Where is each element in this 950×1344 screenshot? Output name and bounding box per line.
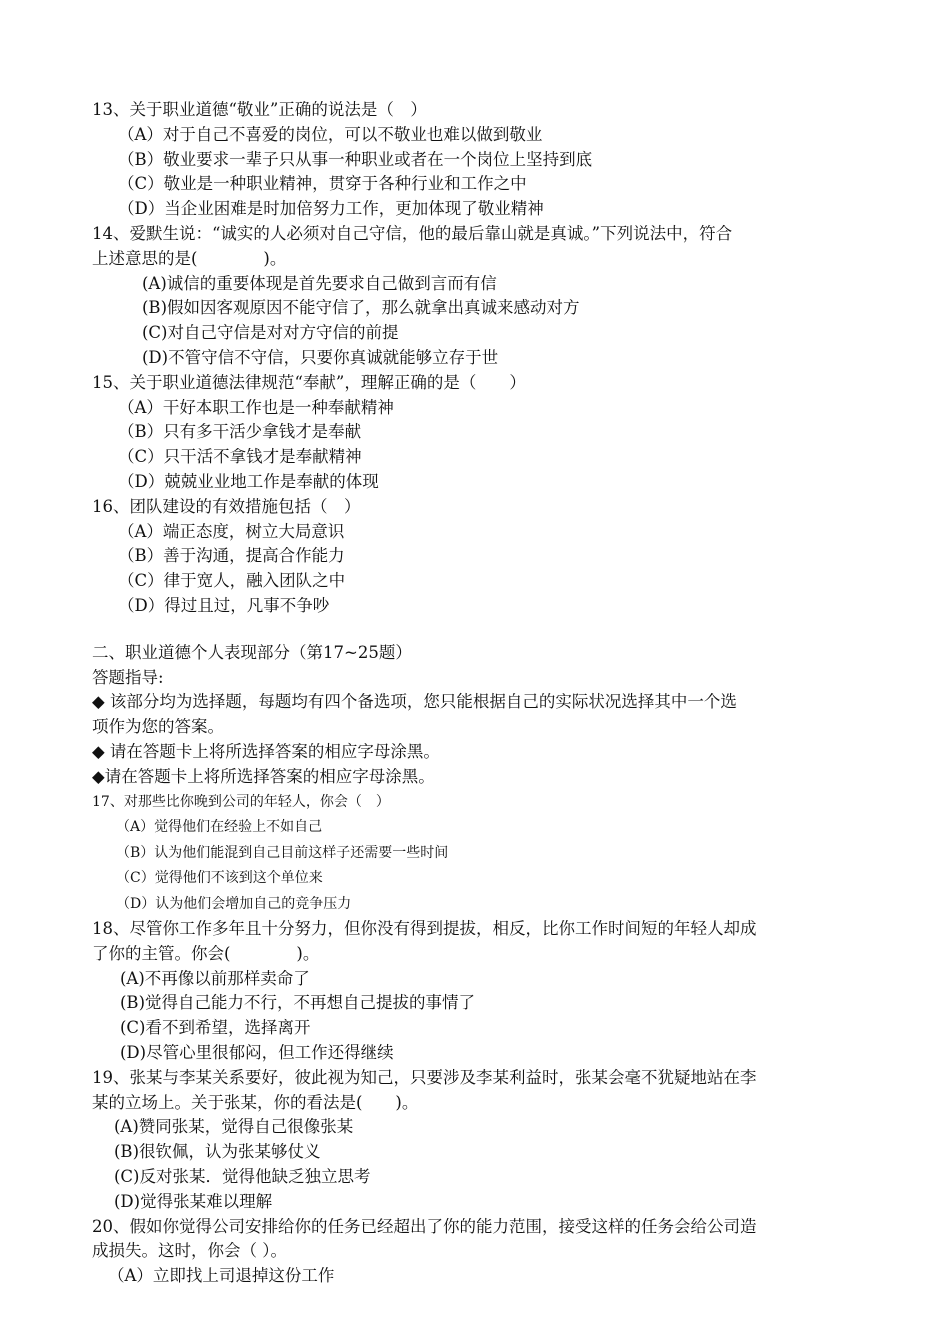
q14-option-a: (A)诚信的重要体现是首先要求自己做到言而有信 bbox=[142, 273, 497, 293]
q13-option-d: （D）当企业困难是时加倍努力工作，更加体现了敬业精神 bbox=[118, 199, 544, 219]
q13-option-b: （B）敬业要求一辈子只从事一种职业或者在一个岗位上坚持到底 bbox=[118, 149, 593, 169]
q15-stem: 15、关于职业道德法律规范“奉献”，理解正确的是（ ） bbox=[92, 372, 526, 392]
q15-option-a: （A）干好本职工作也是一种奉献精神 bbox=[118, 397, 394, 417]
q17-option-b: （B）认为他们能混到自己目前这样子还需要一些时间 bbox=[116, 844, 449, 861]
q18-option-a: (A)不再像以前那样卖命了 bbox=[120, 968, 310, 988]
q15-option-d: （D）兢兢业业地工作是奉献的体现 bbox=[118, 471, 379, 491]
exam-page bbox=[92, 98, 872, 1289]
q18-option-d: (D)尽管心里很郁闷，但工作还得继续 bbox=[120, 1043, 394, 1062]
q14-option-b: (B)假如因客观原因不能守信了，那么就拿出真诚来感动对方 bbox=[142, 298, 580, 318]
q20-stem-line1: 20、假如你觉得公司安排给你的任务已经超出了你的能力范围，接受这样的任务会给公司造 bbox=[92, 1216, 757, 1236]
q19-option-b: (B)很钦佩，认为张某够仗义 bbox=[114, 1142, 321, 1162]
section2-bullet1-line2: 项作为您的答案。 bbox=[92, 717, 224, 737]
q20-option-a: （A）立即找上司退掉这份工作 bbox=[108, 1266, 335, 1286]
q14-stem-line1: 14、爱默生说：“诚实的人必须对自己守信，他的最后靠山就是真诚。”下列说法中，符合 bbox=[92, 223, 733, 243]
q14-stem-line2: 上述意思的是( )。 bbox=[92, 248, 287, 268]
q16-option-c: （C）律于宽人，融入团队之中 bbox=[118, 571, 346, 591]
section2-bullet3: ◆请在答题卡上将所选择答案的相应字母涂黑。 bbox=[92, 766, 435, 786]
q14-option-d: (D)不管守信不守信，只要你真诚就能够立存于世 bbox=[142, 347, 499, 367]
q16-option-a: （A）端正态度，树立大局意识 bbox=[118, 521, 345, 541]
q20-stem-line2: 成损失。这时，你会（ ）。 bbox=[92, 1241, 287, 1261]
q19-option-a: (A)赞同张某，觉得自己很像张某 bbox=[114, 1117, 354, 1137]
q19-option-d: (D)觉得张某难以理解 bbox=[114, 1191, 273, 1211]
q19-stem-line1: 19、张某与李某关系要好，彼此视为知己，只要涉及李某利益时，张某会毫不犹疑地站在李 bbox=[92, 1067, 757, 1087]
q16-stem: 16、团队建设的有效措施包括（ ） bbox=[92, 496, 361, 516]
q13-stem: 13、关于职业道德“敬业”正确的说法是（ ） bbox=[92, 100, 427, 119]
section2-bullet2: ◆ 请在答题卡上将所选择答案的相应字母涂黑。 bbox=[92, 741, 440, 761]
q18-stem-line2: 了你的主管。你会( )。 bbox=[92, 943, 320, 963]
q17-stem: 17、对那些比你晚到公司的年轻人，你会（ ） bbox=[92, 793, 390, 810]
q18-option-b: (B)觉得自己能力不行，不再想自己提拔的事情了 bbox=[120, 993, 475, 1013]
q19-option-c: (C)反对张某．觉得他缺乏独立思考 bbox=[114, 1166, 371, 1186]
q17-option-a: （A）觉得他们在经验上不如自己 bbox=[116, 819, 323, 836]
section2-bullet1-line1: ◆ 该部分均为选择题，每题均有四个备选项，您只能根据自己的实际状况选择其中一个选 bbox=[92, 692, 737, 712]
q17-option-c: （C）觉得他们不该到这个单位来 bbox=[116, 870, 323, 887]
q15-option-b: （B）只有多干活少拿钱才是奉献 bbox=[118, 422, 362, 442]
q16-option-d: （D）得过且过，凡事不争吵 bbox=[118, 595, 330, 615]
q17-option-d: （D）认为他们会增加自己的竞争压力 bbox=[116, 895, 352, 912]
q14-option-c: (C)对自己守信是对对方守信的前提 bbox=[142, 323, 399, 343]
q19-stem-line2: 某的立场上。关于张某，你的看法是( )。 bbox=[92, 1092, 419, 1112]
q18-option-c: (C)看不到希望，选择离开 bbox=[120, 1018, 311, 1038]
q18-stem-line1: 18、尽管你工作多年且十分努力，但你没有得到提拔，相反，比你工作时间短的年轻人却成 bbox=[92, 919, 757, 939]
q13-option-c: （C）敬业是一种职业精神，贯穿于各种行业和工作之中 bbox=[118, 174, 527, 194]
section2-title: 二、职业道德个人表现部分（第17~25题） bbox=[92, 642, 412, 662]
q13-option-a: （A）对于自己不喜爱的岗位，可以不敬业也难以做到敬业 bbox=[118, 124, 543, 144]
section-gap bbox=[92, 619, 872, 641]
section2-guide-label: 答题指导: bbox=[92, 667, 164, 687]
q16-option-b: （B）善于沟通，提高合作能力 bbox=[118, 546, 345, 566]
q15-option-c: （C）只干活不拿钱才是奉献精神 bbox=[118, 447, 362, 467]
